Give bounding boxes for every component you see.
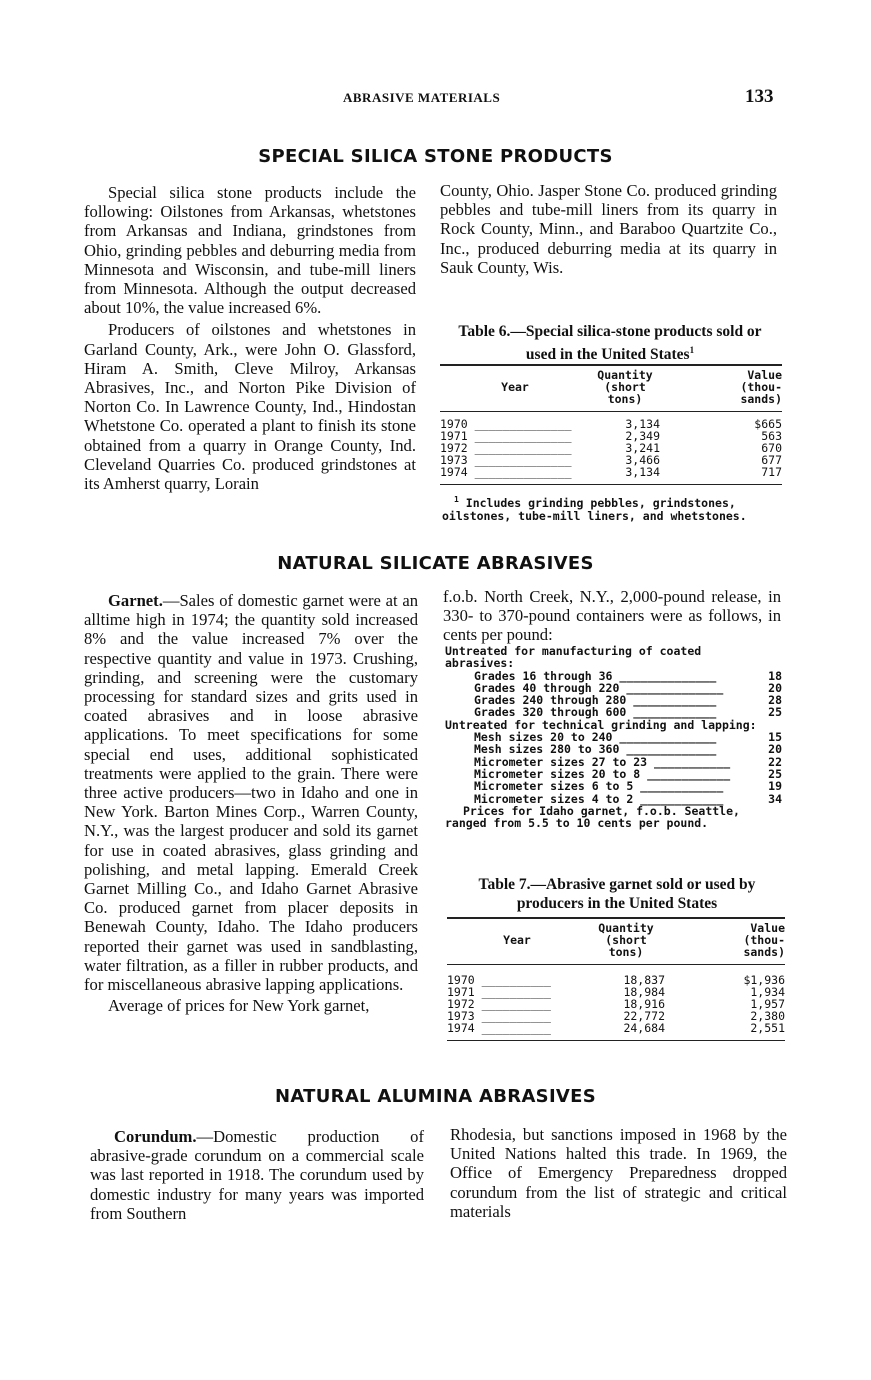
value-cell: $665 [754, 417, 782, 431]
quantity-cell: 2,349 [625, 429, 660, 443]
value-cell: 670 [761, 441, 782, 455]
table7-caption: Table 7.—Abrasive garnet sold or used by producers in the United States [478, 876, 756, 912]
price-row: Micrometer sizes 20 to 8 ____________ 25 [474, 766, 782, 781]
value-cell: 1,957 [750, 997, 785, 1011]
value-cell: 717 [761, 465, 782, 479]
year-cell: 1970 ______________ [440, 417, 572, 431]
alumina-left-column [90, 1127, 424, 1223]
table-header-row [447, 918, 785, 965]
col-header-quantity: Quantity (short tons) [597, 368, 653, 406]
table-row [440, 412, 782, 431]
price-row: Grades 320 through 600 ____________ 25 [474, 705, 782, 720]
section-title-silicate: NATURAL SILICATE ABRASIVES [277, 553, 594, 574]
price-group-technical [445, 731, 782, 805]
col-header-value: Value (thou- sands) [743, 921, 785, 959]
table7 [447, 917, 785, 1041]
value-cell: 677 [761, 453, 782, 467]
table6-footnote [442, 493, 782, 523]
price-row: Mesh sizes 280 to 360 _____________ 20 [474, 742, 782, 757]
price-group-coated [445, 670, 782, 719]
paragraph: Average of prices for New York garnet, [108, 996, 370, 1016]
value-cell: 2,551 [750, 1021, 785, 1035]
footnote-text: Includes grinding pebbles, grindstones, oilstones, tube-mill liners, and whetstones. [442, 495, 747, 523]
price-row: Mesh sizes 20 to 240 ______________ 15 [474, 730, 782, 745]
page-number: 133 [745, 86, 774, 107]
garnet-lead: Garnet. [108, 591, 163, 610]
silicate-right-column [443, 587, 781, 645]
section-title-alumina: NATURAL ALUMINA ABRASIVES [274, 1086, 597, 1107]
quantity-cell: 3,241 [625, 441, 660, 455]
quantity-cell: 3,134 [625, 417, 660, 431]
quantity-cell: 3,466 [625, 453, 660, 467]
table-row [447, 965, 785, 987]
silica-right-column [440, 181, 777, 277]
price-group-title: Untreated for technical grinding and lapping: [445, 717, 757, 732]
col-header-year: Year [503, 933, 531, 947]
paragraph [90, 1127, 424, 1223]
value-cell: 2,380 [750, 1009, 785, 1023]
year-cell: 1974 ______________ [440, 465, 572, 479]
col-header-value: Value (thou- sands) [740, 368, 782, 406]
paragraph: f.o.b. North Creek, N.Y., 2,000-pound release, in 330- to 370-pound containers were as follows, in cents per pound: [443, 587, 781, 645]
value-cell: $1,936 [743, 973, 785, 987]
quantity-cell: 18,837 [623, 973, 665, 987]
footnote-mark: 1 [689, 345, 695, 355]
silica-left-column [84, 183, 416, 493]
paragraph-text: —Domestic production of abrasive-grade corundum on a commercial scale was last reported in 1918. The corundum used by domestic industry for many years was imported from Southern [90, 1127, 424, 1223]
col-header-quantity: Quantity (short tons) [598, 921, 654, 959]
table-header-row [440, 365, 782, 412]
table6 [440, 364, 782, 485]
price-group-title: Untreated for manufacturing of coated abrasives: [445, 644, 702, 671]
corundum-lead: Corundum. [114, 1127, 197, 1146]
garnet-price-list [445, 645, 782, 829]
paragraph: County, Ohio. Jasper Stone Co. produced grinding pebbles and tube-mill liners from its quarry in Rock County, Minn., and Baraboo Quartzite Co., Inc., produced deburring media at its quarry in Sauk County, Wis. [440, 181, 777, 277]
year-cell: 1970 __________ [447, 973, 551, 987]
table-row [447, 1022, 785, 1041]
price-row: Grades 240 through 280 ____________ 28 [474, 693, 782, 708]
paragraph [84, 591, 418, 994]
paragraph-text: —Sales of domestic garnet were at an alltime high in 1974; the quantity sold increased 8% and the value increased 7% over the respective quantity and value in 1973. Crushing, grinding, and screening were the customary processing for standard sizes and grits used in coated abrasives and in loose abrasive applications. To meet specifications for some special end uses, additional sophisticated treatments were applied to the grain. There were three active producers—two in Idaho and one in New York. Barton Mines Corp., Warren County, N.Y., was the largest producer and sold its garnet for use in coated abrasives, glass grinding and polishing, and metal lapping. Emerald Creek Garnet Milling Co., and Idaho Garnet Abrasive Co. produced garnet from placer deposits in Benewah County, Idaho. The Idaho producers reported their garnet was used in sandblasting, water filtration, as a filler in rubber products, and for miscellaneous abrasive lapping applications. [84, 591, 418, 995]
quantity-cell: 3,134 [625, 465, 660, 479]
table6-caption [455, 322, 765, 364]
price-row: Micrometer sizes 4 to 2 ____________ 34 [474, 791, 782, 806]
quantity-cell: 22,772 [623, 1009, 665, 1023]
price-row: Micrometer sizes 27 to 23 ___________ 22 [474, 754, 782, 769]
year-cell: 1971 __________ [447, 985, 551, 999]
quantity-cell: 18,916 [623, 997, 665, 1011]
col-header-year: Year [501, 380, 529, 394]
year-cell: 1972 __________ [447, 997, 551, 1011]
year-cell: 1971 ______________ [440, 429, 572, 443]
price-row: Micrometer sizes 6 to 5 ____________ 19 [474, 779, 782, 794]
value-cell: 563 [761, 429, 782, 443]
table6-caption-text: Table 6.—Special silica-stone products sold or used in the United States [458, 323, 762, 364]
paragraph: Special silica stone products include the following: Oilstones from Arkansas, whetstones from Arkansas and Indiana, grindstones from Ohio, grinding pebbles and deburring media from Minnesota and Wisconsin, and tube-mill liners from Minnesota. Although the output decreased about 10%, the value increased 6%. [84, 183, 416, 318]
quantity-cell: 24,684 [623, 1021, 665, 1035]
paragraph: Rhodesia, but sanctions imposed in 1968 by the United Nations halted this trade. In 1969, the Office of Emergency Preparedness dropped corundum from the list of strategic and critical materials [450, 1125, 787, 1221]
price-row: Grades 40 through 220 ______________ 20 [474, 680, 782, 695]
section-title-silica: SPECIAL SILICA STONE PRODUCTS [258, 146, 613, 167]
paragraph: Producers of oilstones and whetstones in Garland County, Ark., were John O. Glassford, Hiram A. Smith, Cleve Milroy, Arkansas Abrasives, Inc., and Norton Pike Division of Norton Co. In Lawrence County, Ind., Hindostan Whetstone Co. operated a plant to finish its stone obtained from a quarry in Orange County, Ind. Cleveland Quarries Co. produced grindstones at its Amherst quarry, Lorain [84, 320, 416, 494]
quantity-cell: 18,984 [623, 985, 665, 999]
footnote-mark: 1 [454, 495, 459, 504]
year-cell: 1972 ______________ [440, 441, 572, 455]
year-cell: 1973 __________ [447, 1009, 551, 1023]
alumina-right-column [450, 1125, 787, 1221]
running-head: ABRASIVE MATERIALS [343, 90, 501, 105]
price-note: Prices for Idaho garnet, f.o.b. Seattle, ranged from 5.5 to 10 cents per pound. [445, 803, 740, 831]
table-row [440, 466, 782, 485]
price-row: Grades 16 through 36 ______________ 18 [474, 668, 782, 683]
value-cell: 1,934 [750, 985, 785, 999]
year-cell: 1973 ______________ [440, 453, 572, 467]
silicate-left-column [84, 591, 418, 1015]
year-cell: 1974 __________ [447, 1021, 551, 1035]
